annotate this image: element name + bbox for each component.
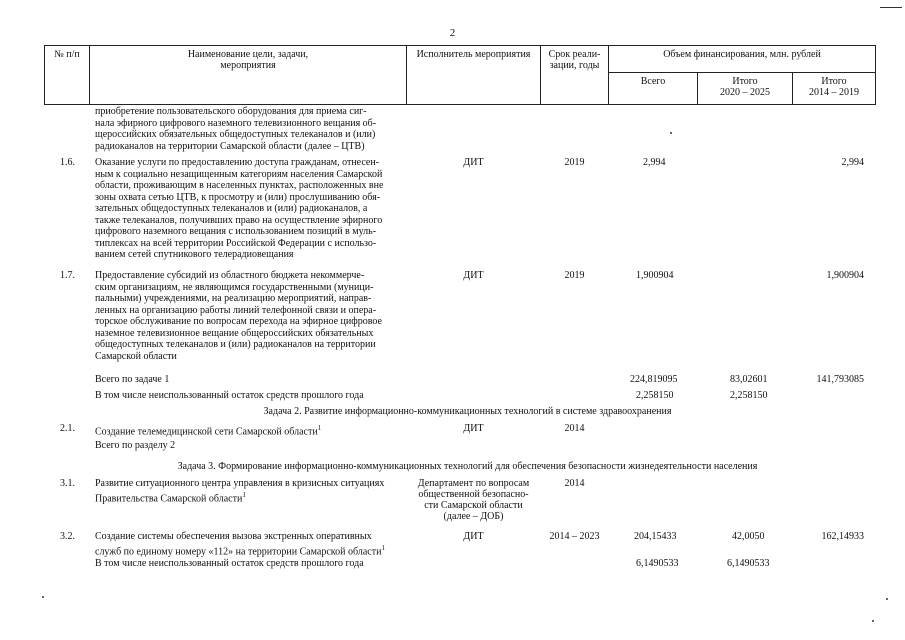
row-sum-2014: 162,14933 [821, 531, 864, 542]
task1-total-value: 224,819095 [630, 374, 678, 385]
section2-total-label: Всего по разделу 2 [95, 440, 176, 451]
row-executor: Департамент по вопросам общественной безопасно- сти Самарской области (далее – ДОБ) [417, 478, 530, 522]
row-text: Создание телемедицинской сети Самарской области$^1$ [95, 424, 322, 438]
stray-dot [670, 132, 672, 134]
row-sum-2014: 2,994 [841, 157, 864, 168]
corner-mark [880, 7, 902, 8]
header-name: Наименование цели, задачи, мероприятия [89, 45, 407, 105]
row-executor: ДИТ [463, 157, 484, 168]
task2-heading: Задача 2. Развитие информационно-коммуникационных технологий в системе здравоохранения [263, 406, 672, 417]
header-sum-2014: Итого 2014 – 2019 [792, 72, 876, 105]
row-text: Развитие ситуационного центра управления в кризисных ситуациях Правительства Самарской области$^1$ [95, 478, 385, 504]
row-sum-2020: 42,0050 [732, 531, 765, 542]
row-term: 2019 [564, 157, 585, 168]
row-num: 3.2. [60, 531, 75, 542]
row-text: Оказание услуги по предоставлению доступа гражданам, отнесен- ным к социально незащищенным категориям населения Самарской области, проживающим в населенных пунктах, расположенных вне зоны охвата сетью ЦТВ, к просмотру и (или) прослушиванию обя- зательных общедоступных телеканалов и (или) радиоканалов, а также телеканалов, получивших право на осуществление эфирного цифрового наземного вещания с использованием позиций в муль- типлексах на всей территории Российской Федерации с использо- ванием сетей спутникового телерадиовещания [95, 157, 384, 260]
task1-unused-label: В том числе неиспользованный остаток средств прошлого года [95, 390, 364, 401]
row-total: 1,900904 [636, 270, 674, 281]
header-num: № п/п [44, 45, 90, 105]
row-term: 2014 – 2023 [549, 531, 600, 542]
task3-unused-label: В том числе неиспользованный остаток средств прошлого года [95, 558, 364, 569]
row-text: Предоставление субсидий из областного бюджета некоммерче- ским организациям, не являющимся государственными (муници- пальными) учреждениями, на реализацию мероприятий, направ- ленных на организацию работы линий телефонной связи и опера- торское обслуживание по вопросам перехода на эфирное цифровое наземное телевизионное вещание общероссийских обязательных общедоступных телеканалов и (или) радиоканалов на территории Самарской области [95, 270, 382, 362]
row-executor: ДИТ [463, 270, 484, 281]
row-term: 2014 [564, 478, 585, 489]
task3-unused-2020: 6,1490533 [727, 558, 770, 569]
row-term: 2019 [564, 270, 585, 281]
row-num: 1.7. [60, 270, 75, 281]
row-num: 2.1. [60, 423, 75, 434]
row-executor: ДИТ [463, 423, 484, 434]
row-term: 2014 [564, 423, 585, 434]
header-total: Всего [608, 72, 698, 105]
header-executor: Исполнитель мероприятия [406, 45, 541, 105]
row-sum-2014: 1,900904 [826, 270, 864, 281]
stray-dot [886, 598, 888, 600]
task1-sum-2014: 141,793085 [816, 374, 864, 385]
task3-heading: Задача 3. Формирование информационно-коммуникационных технологий для обеспечения безопасности жизнедеятельности населения [177, 461, 758, 472]
row-num: 3.1. [60, 478, 75, 489]
row-num: 1.6. [60, 157, 75, 168]
continuation-text: приобретение пользовательского оборудования для приема сиг- нала эфирного цифрового наземного телевизионного вещания об- щероссийских обязательных общедоступных телеканалов и (или) радиоканалов на территории Самарской области (далее – ЦТВ) [95, 106, 377, 152]
header-term: Срок реали- зации, годы [540, 45, 609, 105]
row-total: 204,15433 [634, 531, 677, 542]
stray-dot [872, 620, 874, 622]
task1-unused-2020: 2,258150 [730, 390, 768, 401]
row-executor: ДИТ [463, 531, 484, 542]
task1-unused-total: 2,258150 [636, 390, 674, 401]
task3-unused-total: 6,1490533 [636, 558, 679, 569]
header-sum-2020: Итого 2020 – 2025 [697, 72, 793, 105]
row-text: Создание системы обеспечения вызова экстренных оперативных служб по единому номеру «112» на территории Самарской области$^1$ [95, 531, 385, 557]
page-number: 2 [449, 27, 456, 39]
stray-dot [42, 596, 44, 598]
task1-total-label: Всего по задаче 1 [95, 374, 170, 385]
task1-sum-2020: 83,02601 [730, 374, 768, 385]
header-finance: Объем финансирования, млн. рублей [608, 45, 876, 73]
row-total: 2,994 [643, 157, 666, 168]
